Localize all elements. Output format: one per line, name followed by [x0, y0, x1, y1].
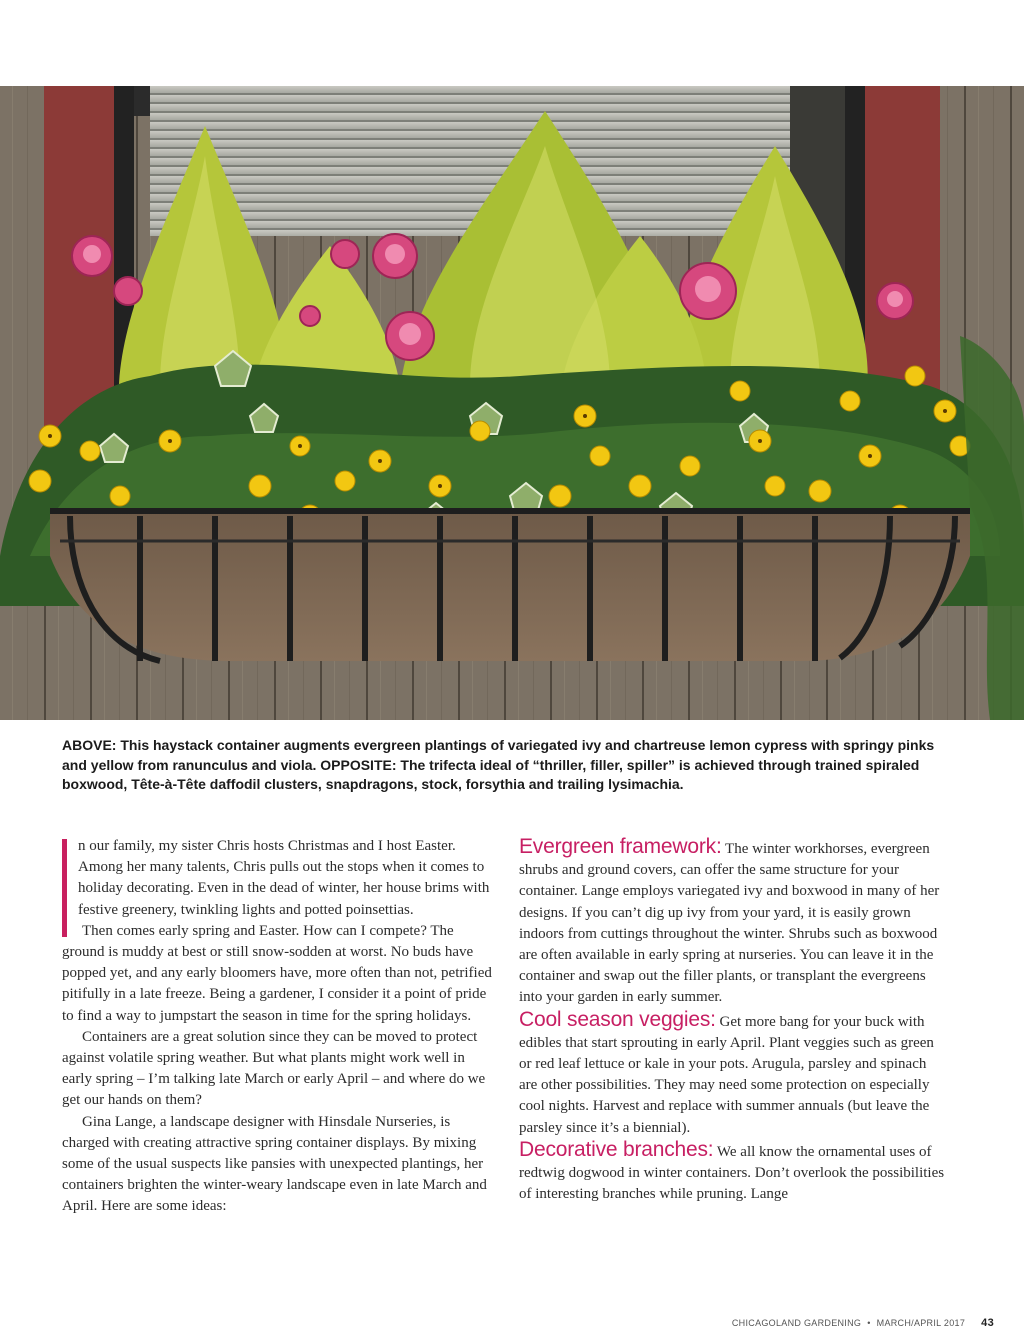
article-paragraph-4: Gina Lange, a landscape designer with Hinsdale Nurseries, is charged with creating attractive spring container displays. By mixing some of the usual suspects like pansies with unexpected plantings, her containers brighten the winter-weary landscape even in late March and April. Here are some ideas: — [62, 1113, 487, 1215]
section-decorative-branches — [519, 1139, 947, 1206]
page-footer — [732, 1317, 994, 1329]
publication-name: CHICAGOLAND GARDENING — [731, 1318, 862, 1328]
article-paragraph-1: n our family, my sister Chris hosts Christmas and I host Easter. Among her many talents, Chris pulls out the stops when it comes to holiday decorating. Even in the dead of winter, her house brims with festive greenery, twinkling lights and potted poinsettias. — [78, 838, 490, 918]
page-number: 43 — [981, 1317, 994, 1329]
hero-photo — [0, 86, 1024, 720]
article-paragraph-2: Then comes early spring and Easter. How can I compete? The ground is muddy at best or still snow-sodden at worst. No buds have popped yet, and any early bloomers have, more often than not, petrified pitifully in a late freeze. Being a gardener, I consider it a point of pride to find a way to jumpstart the season in time for the spring holidays. — [62, 922, 492, 1024]
photo-caption: ABOVE: This haystack container augments evergreen plantings of variegated ivy and chartreuse lemon cypress with springy pinks and yellow from ranunculus and viola. OPPOSITE: The trifecta ideal of “thriller, filler, spiller” is achieved through trained spiraled boxwood, Tête-à-Tête daffodil clusters, snapdragons, stock, forsythia and trailing lysimachia. — [62, 737, 935, 792]
intro-paragraph-block — [62, 836, 492, 921]
section-cool-season-veggies — [519, 1009, 947, 1139]
article-column-right — [519, 836, 947, 1205]
article-paragraph-3: Containers are a great solution since they can be moved to protect against volatile spring weather. But what plants might work well in early spring – I’m talking late March or early April – and where do we get our hands on them? — [62, 1028, 486, 1109]
section-heading: Cool season veggies: — [519, 1007, 716, 1031]
section-text: The winter workhorses, evergreen shrubs and ground covers, can offer the same structure for your container. Lange employs variegated ivy and boxwood in many of her designs. If you can’t dig up ivy from your yard, it is easily grown indoors from cuttings throughout the winter. Shrubs such as boxwood are often available in early spring at nurseries. You can leave it in the container and swap out the filler plants, or transplant the evergreens into your garden in early summer. — [519, 841, 940, 1006]
section-text: Get more bang for your buck with edibles that start sprouting in early April. Plant veggies such as green or red leaf lettuce or kale in your pots. Arugula, parsley and spinach are other possibilities. They may need some protection on especially cool nights. Harvest and replace with summer annuals (but leave the parsley since it’s a biennial). — [519, 1013, 934, 1136]
window-box-planter-illustration — [0, 86, 1024, 720]
section-text: We all know the ornamental uses of redtwig dogwood in winter containers. Don’t overlook the possibilities of interesting branches while pruning. Lange — [519, 1143, 945, 1203]
section-heading: Decorative branches: — [519, 1137, 714, 1161]
issue-date: MARCH/APRIL 2017 — [876, 1318, 966, 1328]
section-evergreen-framework — [519, 836, 947, 1009]
dropcap-i — [62, 839, 67, 937]
section-heading: Evergreen framework: — [519, 835, 722, 858]
footer-separator: • — [867, 1318, 871, 1328]
article-column-left — [62, 836, 492, 1218]
